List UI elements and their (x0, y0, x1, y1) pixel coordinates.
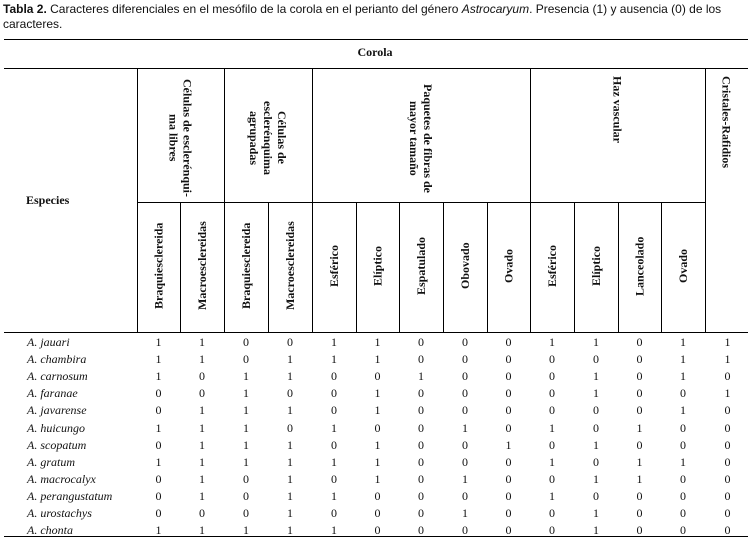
table-cell: 1 (199, 335, 205, 349)
table-cell: 0 (593, 403, 599, 418)
table-cell: 0 (549, 523, 555, 538)
table-cell: 0 (374, 488, 381, 503)
column-header: Braquiesclereida (239, 222, 253, 310)
table-cell: 1 (505, 437, 512, 452)
table-cell: 1 (243, 437, 249, 452)
table-cell: 0 (549, 352, 555, 367)
column-header: Braquiesclereida (151, 222, 166, 310)
rule-subheader (137, 202, 705, 203)
table-cell: 0 (155, 386, 162, 401)
table-cell: 1 (287, 488, 293, 503)
table-cell: 0 (155, 506, 162, 520)
table-cell: 0 (331, 369, 337, 384)
table-cell: 0 (462, 437, 468, 452)
column-header: Ovado (501, 249, 516, 284)
table-cell: 0 (155, 488, 162, 503)
table-cell: 1 (636, 454, 643, 469)
table-cell: 1 (287, 523, 293, 538)
table-cell: 0 (680, 437, 686, 452)
species-name: A. huicungo (27, 420, 85, 435)
table-cell: 0 (505, 523, 512, 538)
column-header: Macroesclereidas (283, 221, 297, 311)
table-cell: 1 (155, 420, 162, 435)
table-cell: 1 (287, 454, 293, 469)
table-cell: 0 (636, 352, 643, 367)
table-cell: 0 (418, 403, 424, 418)
table-cell: 0 (243, 335, 249, 349)
column-header: Obovado (458, 242, 472, 290)
table-cell: 1 (680, 403, 686, 418)
table-cell: 0 (374, 369, 381, 384)
table-cell: 1 (243, 420, 249, 435)
table-cell: 0 (505, 403, 512, 418)
species-name: A. scopatum (27, 437, 87, 452)
table-cell: 0 (199, 369, 205, 384)
table-cell: 0 (636, 437, 643, 452)
table-cell: 0 (331, 506, 337, 520)
table-cell: 0 (418, 488, 424, 503)
table-cell: 1 (287, 352, 293, 367)
table-cell: 1 (724, 352, 731, 367)
caption-genus: Astrocaryum (461, 2, 530, 16)
table-cell: 0 (549, 506, 555, 520)
table-cell: 1 (155, 335, 162, 349)
table-cell: 0 (331, 386, 337, 401)
table-cell: 0 (243, 471, 249, 486)
table-cell: 1 (549, 335, 555, 349)
table-cell: 0 (374, 420, 381, 435)
table-cell: 1 (593, 386, 599, 401)
column-header: Esférico (327, 245, 341, 287)
table-cell: 0 (418, 471, 424, 486)
table-cell: 0 (462, 488, 468, 503)
table-cell: 0 (287, 335, 293, 349)
column-header: Esférico (545, 245, 559, 287)
table-cell: 1 (243, 403, 249, 418)
table-cell: 1 (199, 352, 205, 367)
table-cell: 0 (462, 523, 468, 538)
table-cell: 0 (593, 488, 599, 503)
table-cell: 0 (549, 437, 555, 452)
table-cell: 0 (680, 523, 686, 538)
table-cell: 0 (287, 420, 293, 435)
table-cell: 0 (636, 335, 643, 349)
table-cell: 0 (418, 523, 424, 538)
table-cell: 0 (636, 523, 643, 538)
table-cell: 0 (418, 352, 424, 367)
table-cell: 0 (724, 471, 731, 486)
table-cell: 0 (593, 454, 599, 469)
table-cell: 0 (462, 403, 468, 418)
table-cell: 0 (505, 488, 512, 503)
table-cell: 1 (680, 454, 686, 469)
table-cell: 0 (418, 386, 424, 401)
table-cell: 1 (287, 437, 293, 452)
table-cell: 1 (549, 420, 555, 435)
table-cell: 1 (374, 335, 381, 349)
table-cell: 1 (593, 369, 599, 384)
table-cell: 1 (199, 454, 205, 469)
table-cell: 1 (243, 454, 249, 469)
table-cell: 0 (199, 506, 205, 520)
table-cell: 1 (243, 369, 249, 384)
table-cell: 0 (374, 523, 381, 538)
table-cell: 1 (680, 369, 686, 384)
table-cell: 1 (155, 369, 162, 384)
table-cell: 0 (287, 386, 293, 401)
table-cell: 1 (724, 335, 731, 349)
table-cell: 1 (155, 454, 162, 469)
table-cell: 1 (462, 471, 468, 486)
table-cell: 1 (593, 506, 599, 520)
table-cell: 1 (287, 471, 293, 486)
table-cell: 0 (636, 386, 643, 401)
table-cell: 1 (724, 386, 731, 401)
species-name: A. chonta (27, 523, 73, 538)
table-cell: 0 (549, 471, 555, 486)
table-cell: 0 (155, 403, 162, 418)
table-cell: 0 (636, 403, 643, 418)
table-cell: 0 (243, 352, 249, 367)
table-cell: 1 (287, 506, 293, 520)
table-cell: 0 (462, 454, 468, 469)
table-cell: 0 (680, 420, 686, 435)
table-cell: 1 (243, 386, 249, 401)
species-name: A. faranae (27, 386, 78, 401)
table-cell: 0 (155, 471, 162, 486)
table-cell: 1 (680, 335, 686, 349)
table-cell: 1 (199, 488, 205, 503)
table-cell: 0 (505, 369, 512, 384)
group-header: Células de esclerénqui-ma libres (166, 79, 195, 197)
table-cell: 0 (724, 488, 731, 503)
group-header: Células de esclerénquima agrupadas (247, 101, 289, 175)
table-cell: 1 (243, 523, 249, 538)
table-cell: 1 (199, 523, 205, 538)
table-cell: 1 (374, 352, 381, 367)
table-cell: 0 (636, 369, 643, 384)
table-cell: 0 (505, 352, 512, 367)
species-name: A. jauari (27, 335, 70, 349)
table-cell: 0 (724, 403, 731, 418)
table-cell: 0 (680, 386, 686, 401)
table-cell: 1 (593, 335, 599, 349)
species-name: A. carnosum (27, 369, 88, 384)
caption-text-after: . Presencia (1) y ausencia (0) de los caracteres. (3, 2, 722, 31)
table-cell: 0 (418, 335, 424, 349)
table-cell: 0 (505, 386, 512, 401)
table-cell: 1 (374, 454, 381, 469)
table-cell: 1 (331, 488, 337, 503)
table-cell: 0 (549, 369, 555, 384)
table-cell: 0 (462, 335, 468, 349)
table-cell: 1 (462, 420, 468, 435)
table-cell: 1 (374, 403, 381, 418)
table-cell: 0 (418, 420, 424, 435)
table-cell: 1 (374, 471, 381, 486)
table-cell: 1 (199, 437, 205, 452)
table-cell: 0 (505, 420, 512, 435)
table-cell: 0 (724, 506, 731, 520)
column-header: Macroesclereidas (195, 221, 209, 311)
table-cell: 1 (418, 369, 424, 384)
table-cell: 1 (155, 352, 162, 367)
table-cell: 0 (593, 420, 599, 435)
table-cell: 0 (680, 488, 686, 503)
table-cell: 1 (287, 369, 293, 384)
table-caption (3, 2, 747, 32)
table-cell: 0 (418, 506, 424, 520)
table-cell: 1 (549, 488, 555, 503)
species-name: A. javarense (27, 403, 87, 418)
table-cell: 0 (724, 454, 731, 469)
table-cell: 1 (374, 386, 381, 401)
table-cell: 0 (636, 506, 643, 520)
table-cell: 1 (636, 420, 643, 435)
rule-top (4, 39, 748, 40)
table-cell: 1 (199, 471, 205, 486)
table-cell: 1 (331, 335, 337, 349)
table-cell: 0 (505, 506, 512, 520)
table-cell: 1 (331, 523, 337, 538)
table-cell: 1 (636, 471, 643, 486)
table-cell: 0 (593, 352, 599, 367)
table-cell: 0 (549, 386, 555, 401)
column-header: Elíptico (370, 246, 385, 287)
table-cell: 1 (155, 523, 162, 538)
table-cell: 1 (199, 420, 205, 435)
table-cell: 0 (374, 506, 381, 520)
species-name: A. chambira (27, 352, 87, 367)
species-name: A. perangustatum (27, 488, 113, 503)
table-cell: 0 (724, 420, 731, 435)
table-cell: 1 (462, 506, 468, 520)
table-cell: 1 (287, 403, 293, 418)
group-header: Paquetes de fibras de mayor tamaño (407, 83, 435, 193)
species-name: A. macrocalyx (27, 471, 96, 486)
caption-label: Tabla 2. (3, 2, 47, 16)
table-cell: 0 (462, 369, 468, 384)
table-cell: 0 (724, 369, 731, 384)
table-cell: 0 (462, 352, 468, 367)
table-cell: 0 (331, 403, 337, 418)
table-cell: 0 (243, 488, 249, 503)
table-cell: 0 (505, 335, 512, 349)
table-cell: 0 (724, 523, 731, 538)
species-name: A. gratum (27, 454, 75, 469)
table-cell: 1 (549, 454, 555, 469)
table-cell: 0 (155, 437, 162, 452)
table-cell: 0 (680, 506, 686, 520)
table-cell: 1 (331, 352, 337, 367)
table-cell: 0 (199, 386, 205, 401)
species-name: A. urostachys (27, 506, 92, 520)
header-corola: Corola (357, 45, 393, 59)
group-header: Haz vascular (610, 76, 625, 143)
table-cell: 0 (331, 437, 337, 452)
table-cell: 0 (549, 403, 555, 418)
table-cell: 1 (593, 471, 599, 486)
column-header: Ovado (676, 249, 690, 284)
rule-corola (4, 68, 748, 69)
table-cell: 0 (418, 454, 424, 469)
table-cell: 0 (462, 386, 468, 401)
header-especies: Especies (26, 193, 70, 207)
table-cell: 1 (680, 352, 686, 367)
table-cell: 1 (374, 437, 381, 452)
table-cell: 0 (505, 454, 512, 469)
column-header: Elíptico (589, 246, 603, 287)
table-cell: 1 (331, 420, 337, 435)
table-cell: 0 (680, 471, 686, 486)
table-cell: 1 (331, 454, 337, 469)
table-cell: 1 (593, 437, 599, 452)
rule-header-bottom (4, 332, 748, 333)
table-cell: 0 (243, 506, 249, 520)
table-cell: 0 (331, 471, 337, 486)
column-header: Espatulado (414, 236, 428, 296)
table-cell: 0 (505, 471, 512, 486)
table-cell: 0 (418, 437, 424, 452)
table-cell: 1 (199, 403, 205, 418)
table-cell: 1 (593, 523, 599, 538)
group-header: Cristales-Rafidios (719, 76, 734, 168)
table-cell: 0 (724, 437, 731, 452)
column-header: Lanceolado (632, 236, 647, 296)
caption-text-before: Caracteres diferenciales en el mesófilo de la corola en el perianto del género (46, 2, 462, 16)
table-cell: 0 (636, 488, 643, 503)
